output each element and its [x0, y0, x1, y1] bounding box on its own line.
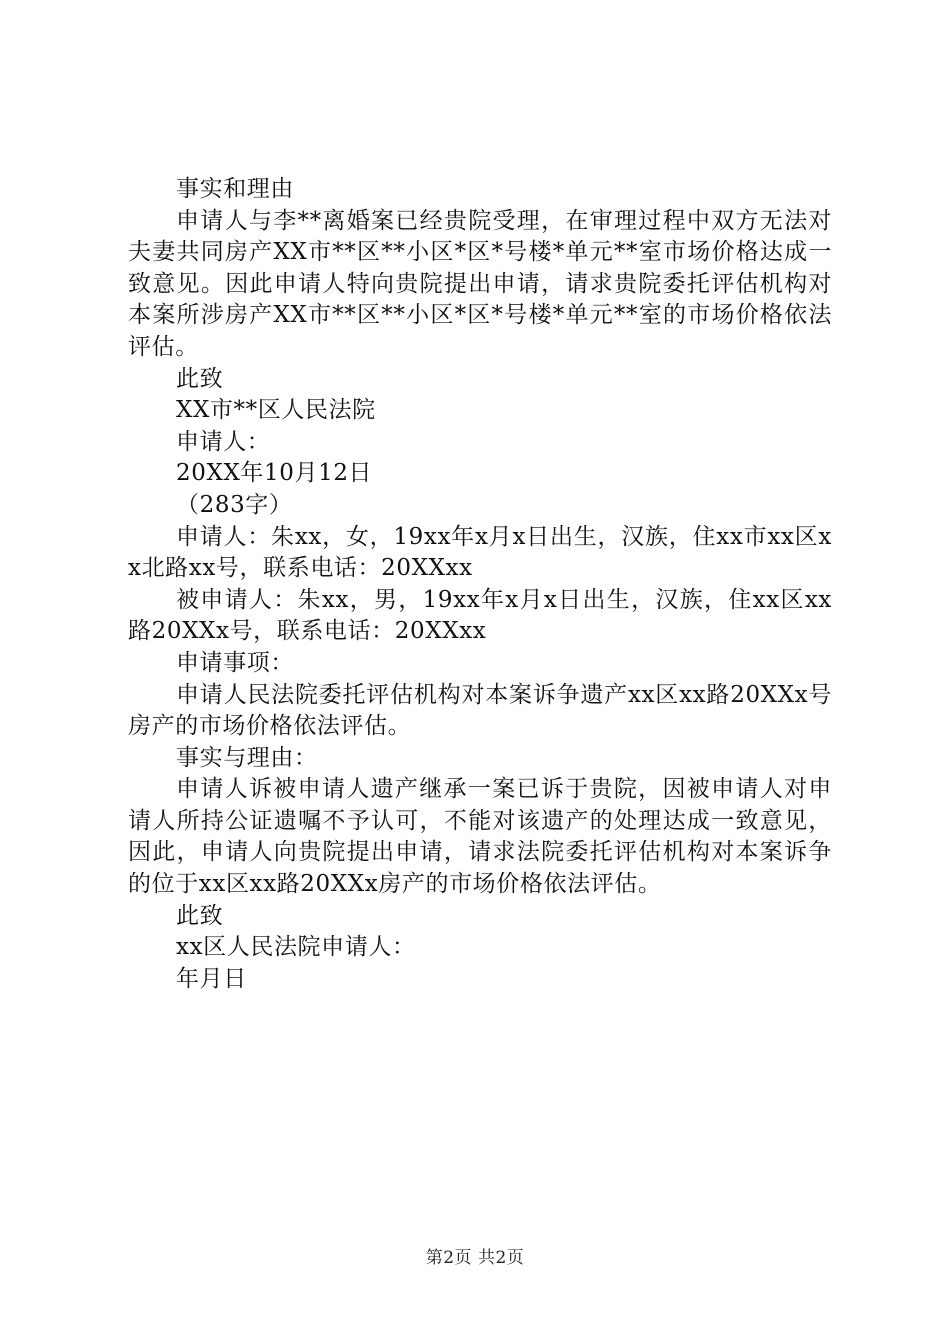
heading-facts-and-reasons: 事实与理由：	[176, 744, 318, 771]
heading-facts-reasons: 事实和理由	[176, 176, 294, 202]
applicant-signature-1: 申请人：	[176, 428, 271, 455]
salutation-1: 此致	[176, 365, 224, 392]
page-number-footer: 第2页 共2页	[425, 1248, 525, 1268]
facts-paragraph-2: 申请人诉被申请人遗产继承一案已诉于贵院，因被申请人对申请人所持公证遗嘱不予认可，不能对该遗产的处理达成一致意见，因此，申请人向贵院提出申请，请求法院委托评估机构对本案诉争的位于xx区xx路20XXx房产的市场价格依法评估。	[128, 776, 832, 898]
heading-application-items: 申请事项：	[176, 649, 294, 676]
addressee-court-1: XX市**区人民法院	[176, 397, 376, 424]
date-line-1: 20XX年10月12日	[176, 460, 373, 487]
applicant-info: 申请人：朱xx，女，19xx年x月x日出生，汉族，住xx市xx区xx北路xx号，联系电话：20XXxx	[128, 523, 832, 582]
application-items-text: 申请人民法院委托评估机构对本案诉争遗产xx区xx路20XXx号房产的市场价格依法评估。	[128, 681, 832, 740]
respondent-info: 被申请人：朱xx，男，19xx年x月x日出生，汉族，住xx区xx路20XXx号，联系电话：20XXxx	[128, 586, 832, 645]
document-body	[128, 174, 832, 995]
word-count: （283字）	[176, 491, 293, 518]
date-line-2: 年月日	[176, 965, 247, 992]
facts-paragraph-1: 申请人与李**离婚案已经贵院受理，在审理过程中双方无法对夫妻共同房产XX市**区**小区*区*号楼*单元**室市场价格达成一致意见。因此申请人特向贵院提出申请，请求贵院委托评估机构对本案所涉房产XX市**区**小区*区*号楼*单元**室的市场价格依法评估。	[128, 207, 832, 360]
addressee-court-2: xx区人民法院申请人：	[176, 934, 416, 961]
salutation-2: 此致	[176, 902, 224, 929]
